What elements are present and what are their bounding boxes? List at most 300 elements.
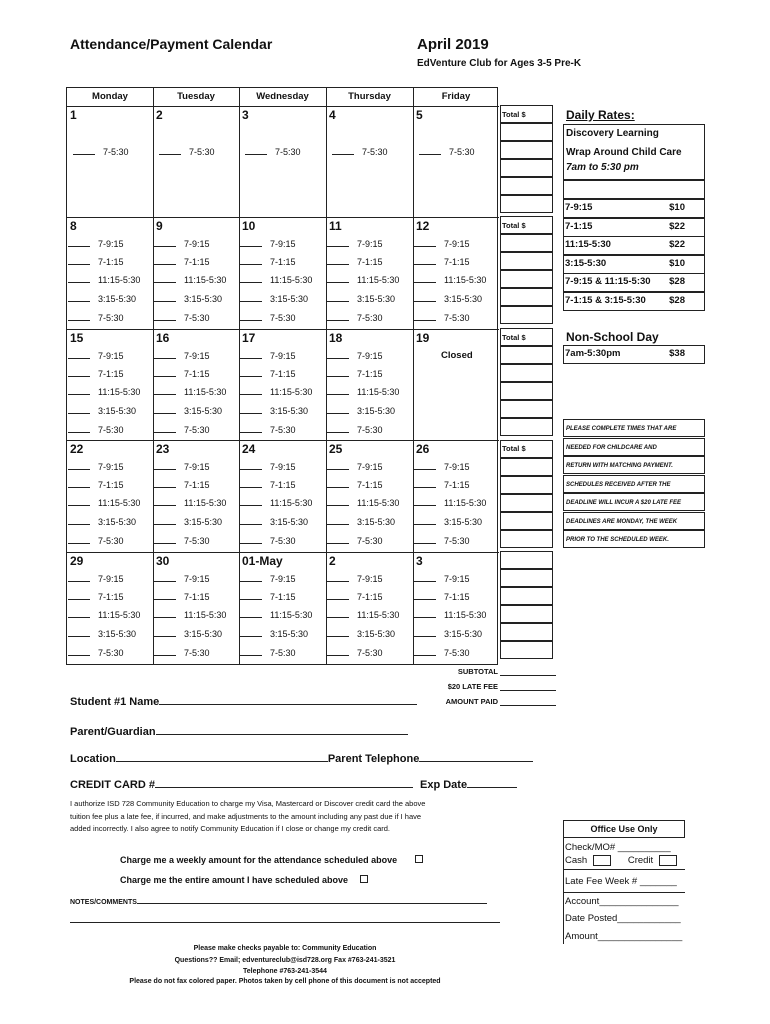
time-slot[interactable] bbox=[68, 293, 136, 304]
time-slot-blank[interactable] bbox=[154, 274, 176, 283]
time-slot-blank[interactable] bbox=[419, 146, 441, 155]
time-slot-blank[interactable] bbox=[154, 293, 176, 302]
time-slot-blank[interactable] bbox=[414, 274, 436, 283]
time-slot-label: 11:15-5:30 bbox=[270, 498, 313, 508]
day-number: 29 bbox=[70, 554, 84, 568]
time-slot-blank[interactable] bbox=[414, 238, 436, 247]
time-slot-blank[interactable] bbox=[414, 516, 436, 525]
time-slot-label: 3:15-5:30 bbox=[184, 406, 223, 416]
time-slot-label: 7-1:15 bbox=[184, 592, 210, 602]
time-slot-blank[interactable] bbox=[240, 461, 262, 470]
time-slot[interactable] bbox=[154, 535, 210, 546]
time-slot[interactable] bbox=[414, 535, 470, 546]
time-slot[interactable] bbox=[68, 461, 124, 472]
time-slot[interactable] bbox=[68, 386, 140, 397]
time-slot-blank[interactable] bbox=[414, 535, 436, 544]
time-slot-blank[interactable] bbox=[154, 628, 176, 637]
time-slot-blank[interactable] bbox=[68, 368, 90, 377]
total-field[interactable] bbox=[500, 234, 553, 252]
day-number: 15 bbox=[70, 331, 84, 345]
week-divider bbox=[67, 552, 499, 553]
day-number: 26 bbox=[416, 442, 430, 456]
time-slot-blank[interactable] bbox=[327, 591, 349, 600]
time-slot[interactable] bbox=[154, 256, 210, 267]
time-slot[interactable] bbox=[414, 647, 470, 658]
time-slot-blank[interactable] bbox=[327, 497, 349, 506]
time-slot-label: 11:15-5:30 bbox=[98, 275, 141, 285]
time-slot[interactable] bbox=[327, 312, 383, 323]
time-slot[interactable] bbox=[68, 479, 124, 490]
time-slot-blank[interactable] bbox=[327, 293, 349, 302]
time-slot-blank[interactable] bbox=[68, 256, 90, 265]
parent-phone-label: Parent Telephone bbox=[327, 753, 420, 765]
time-slot-blank[interactable] bbox=[68, 628, 90, 637]
time-slot-blank[interactable] bbox=[414, 479, 436, 488]
total-field[interactable] bbox=[500, 141, 553, 159]
time-slot-label: 7-9:15 bbox=[270, 574, 296, 584]
time-slot[interactable] bbox=[154, 609, 226, 620]
time-slot[interactable] bbox=[240, 350, 296, 361]
time-slot-label: 3:15-5:30 bbox=[357, 517, 396, 527]
time-slot[interactable] bbox=[414, 293, 482, 304]
time-slot-blank[interactable] bbox=[240, 609, 262, 618]
time-slot-blank[interactable] bbox=[68, 591, 90, 600]
total-field[interactable] bbox=[500, 123, 553, 141]
exp-date-label: Exp Date bbox=[420, 779, 468, 791]
time-slot-blank[interactable] bbox=[414, 312, 436, 321]
time-slot-blank[interactable] bbox=[414, 609, 436, 618]
footer-line-2: Questions?? Email; edventureclub@isd728.org Fax #763-241-3521 bbox=[174, 957, 396, 964]
time-slot-blank[interactable] bbox=[414, 591, 436, 600]
time-slot-blank[interactable] bbox=[154, 386, 176, 395]
student-name-field[interactable] bbox=[159, 694, 417, 705]
time-slot-blank[interactable] bbox=[68, 312, 90, 321]
time-slot-label: 3:15-5:30 bbox=[270, 294, 309, 304]
time-slot[interactable] bbox=[327, 591, 383, 602]
cash-checkbox[interactable] bbox=[593, 855, 611, 866]
time-slot[interactable] bbox=[68, 368, 124, 379]
time-slot[interactable] bbox=[414, 274, 486, 285]
time-slot-label: 3:15-5:30 bbox=[98, 517, 137, 527]
time-slot[interactable] bbox=[327, 573, 383, 584]
time-slot[interactable] bbox=[68, 591, 124, 602]
time-slot-label: 7-9:15 bbox=[357, 462, 383, 472]
time-slot[interactable] bbox=[240, 274, 312, 285]
time-slot-blank[interactable] bbox=[68, 293, 90, 302]
time-slot[interactable] bbox=[154, 274, 226, 285]
time-slot-blank[interactable] bbox=[332, 146, 354, 155]
time-slot[interactable] bbox=[154, 573, 210, 584]
time-slot-blank[interactable] bbox=[68, 461, 90, 470]
time-slot-blank[interactable] bbox=[68, 535, 90, 544]
day-number: 22 bbox=[70, 442, 84, 456]
time-slot[interactable] bbox=[240, 573, 296, 584]
time-slot-blank[interactable] bbox=[240, 368, 262, 377]
time-slot[interactable] bbox=[419, 146, 475, 157]
time-slot-blank[interactable] bbox=[240, 386, 262, 395]
time-slot-blank[interactable] bbox=[245, 146, 267, 155]
time-slot-blank[interactable] bbox=[154, 256, 176, 265]
time-slot-blank[interactable] bbox=[73, 146, 95, 155]
time-slot-label: 7-1:15 bbox=[98, 592, 124, 602]
time-slot-blank[interactable] bbox=[240, 256, 262, 265]
time-slot-blank[interactable] bbox=[68, 479, 90, 488]
total-field[interactable] bbox=[500, 587, 553, 605]
time-slot-blank[interactable] bbox=[414, 647, 436, 656]
parent-row bbox=[70, 724, 408, 738]
notes-field[interactable] bbox=[137, 897, 487, 904]
time-slot-blank[interactable] bbox=[68, 386, 90, 395]
total-field[interactable] bbox=[500, 569, 553, 587]
time-slot[interactable] bbox=[240, 386, 312, 397]
time-slot[interactable] bbox=[414, 256, 470, 267]
time-slot[interactable] bbox=[240, 609, 312, 620]
time-slot-label: 7-1:15 bbox=[270, 592, 296, 602]
time-slot-blank[interactable] bbox=[327, 461, 349, 470]
time-slot[interactable] bbox=[68, 312, 124, 323]
time-slot-blank[interactable] bbox=[414, 256, 436, 265]
parent-field[interactable] bbox=[156, 724, 408, 735]
time-slot-blank[interactable] bbox=[240, 497, 262, 506]
time-slot[interactable] bbox=[73, 146, 129, 157]
time-slot[interactable] bbox=[240, 516, 308, 527]
time-slot-blank[interactable] bbox=[154, 479, 176, 488]
time-slot[interactable] bbox=[414, 461, 470, 472]
total-field[interactable] bbox=[500, 270, 553, 288]
total-field[interactable] bbox=[500, 530, 553, 548]
time-slot-blank[interactable] bbox=[154, 405, 176, 414]
time-slot[interactable] bbox=[68, 424, 124, 435]
time-slot[interactable] bbox=[240, 628, 308, 639]
notes-field-line-2[interactable] bbox=[70, 922, 500, 923]
time-slot-blank[interactable] bbox=[154, 238, 176, 247]
time-slot[interactable] bbox=[68, 256, 124, 267]
time-slot[interactable] bbox=[159, 146, 215, 157]
time-slot-label: 7-9:15 bbox=[444, 462, 470, 472]
time-slot-blank[interactable] bbox=[327, 368, 349, 377]
time-slot-blank[interactable] bbox=[68, 274, 90, 283]
time-slot-label: 7-1:15 bbox=[270, 369, 296, 379]
time-slot[interactable] bbox=[68, 497, 140, 508]
time-slot-blank[interactable] bbox=[327, 424, 349, 433]
time-slot[interactable] bbox=[68, 405, 136, 416]
time-slot-blank[interactable] bbox=[414, 293, 436, 302]
time-slot-blank[interactable] bbox=[240, 350, 262, 359]
time-slot[interactable] bbox=[68, 516, 136, 527]
total-field[interactable] bbox=[500, 195, 553, 213]
time-slot[interactable] bbox=[154, 238, 210, 249]
time-slot-label: 3:15-5:30 bbox=[357, 629, 396, 639]
credit-card-field[interactable] bbox=[155, 777, 413, 788]
time-slot[interactable] bbox=[327, 535, 383, 546]
time-slot-blank[interactable] bbox=[327, 535, 349, 544]
time-slot-blank[interactable] bbox=[240, 573, 262, 582]
time-slot[interactable] bbox=[327, 238, 383, 249]
time-slot[interactable] bbox=[240, 312, 296, 323]
time-slot[interactable] bbox=[327, 350, 383, 361]
time-slot[interactable] bbox=[327, 386, 399, 397]
time-slot-label: 7-9:15 bbox=[270, 239, 296, 249]
time-slot-blank[interactable] bbox=[154, 647, 176, 656]
time-slot[interactable] bbox=[327, 516, 395, 527]
time-slot[interactable] bbox=[240, 368, 296, 379]
subtotal-field[interactable] bbox=[500, 675, 556, 676]
time-slot[interactable] bbox=[154, 628, 222, 639]
time-slot[interactable] bbox=[240, 238, 296, 249]
time-slot[interactable] bbox=[240, 256, 296, 267]
time-slot-label: 7-5:30 bbox=[98, 313, 124, 323]
total-field[interactable] bbox=[500, 159, 553, 177]
time-slot-blank[interactable] bbox=[327, 274, 349, 283]
total-field[interactable] bbox=[500, 400, 553, 418]
time-slot[interactable] bbox=[68, 350, 124, 361]
parent-phone-field[interactable] bbox=[419, 751, 533, 762]
time-slot-blank[interactable] bbox=[240, 238, 262, 247]
time-slot-blank[interactable] bbox=[240, 535, 262, 544]
time-slot-label: 7-1:15 bbox=[184, 480, 210, 490]
time-slot-label: 7-9:15 bbox=[98, 351, 124, 361]
charge-weekly-checkbox[interactable] bbox=[415, 855, 423, 863]
time-slot-blank[interactable] bbox=[240, 647, 262, 656]
late-fee-field[interactable] bbox=[500, 690, 556, 691]
time-slot-blank[interactable] bbox=[68, 647, 90, 656]
time-slot[interactable] bbox=[414, 628, 482, 639]
total-field[interactable] bbox=[500, 641, 553, 659]
total-field[interactable] bbox=[500, 177, 553, 195]
time-slot-blank[interactable] bbox=[414, 461, 436, 470]
total-field[interactable] bbox=[500, 551, 553, 569]
total-field[interactable] bbox=[500, 364, 553, 382]
total-field[interactable] bbox=[500, 216, 553, 234]
time-slot[interactable] bbox=[414, 609, 486, 620]
time-slot-blank[interactable] bbox=[154, 591, 176, 600]
time-slot[interactable] bbox=[154, 497, 226, 508]
time-slot-blank[interactable] bbox=[240, 628, 262, 637]
time-slot[interactable] bbox=[240, 405, 308, 416]
time-slot[interactable] bbox=[327, 497, 399, 508]
time-slot-blank[interactable] bbox=[154, 497, 176, 506]
time-slot[interactable] bbox=[414, 573, 470, 584]
time-slot-blank[interactable] bbox=[68, 350, 90, 359]
time-slot[interactable] bbox=[68, 647, 124, 658]
time-slot[interactable] bbox=[68, 274, 140, 285]
amount-paid-field[interactable] bbox=[500, 705, 556, 706]
time-slot[interactable] bbox=[240, 424, 296, 435]
page-title: Attendance/Payment Calendar bbox=[70, 36, 273, 52]
time-slot[interactable] bbox=[154, 293, 222, 304]
time-slot-label: 3:15-5:30 bbox=[184, 294, 223, 304]
time-slot[interactable] bbox=[154, 424, 210, 435]
time-slot-blank[interactable] bbox=[240, 405, 262, 414]
office-amount: Amount________________ bbox=[565, 931, 683, 942]
rates-line-3: 7am to 5:30 pm bbox=[566, 162, 639, 173]
time-slot-blank[interactable] bbox=[327, 628, 349, 637]
week-divider bbox=[67, 440, 499, 441]
time-slot[interactable] bbox=[154, 405, 222, 416]
time-slot-blank[interactable] bbox=[327, 647, 349, 656]
time-slot-blank[interactable] bbox=[68, 424, 90, 433]
total-field[interactable] bbox=[500, 382, 553, 400]
time-slot[interactable] bbox=[327, 293, 395, 304]
time-slot[interactable] bbox=[332, 146, 388, 157]
total-label: Total $ bbox=[502, 444, 526, 453]
time-slot-blank[interactable] bbox=[68, 497, 90, 506]
student-name-row bbox=[70, 694, 417, 708]
time-slot-label: 7-5:30 bbox=[357, 536, 383, 546]
total-field[interactable] bbox=[500, 605, 553, 623]
time-slot-label: 3:15-5:30 bbox=[98, 406, 137, 416]
time-slot-blank[interactable] bbox=[68, 609, 90, 618]
day-number: 9 bbox=[156, 219, 163, 233]
day-number: 23 bbox=[156, 442, 170, 456]
time-slot-blank[interactable] bbox=[414, 628, 436, 637]
time-slot[interactable] bbox=[414, 516, 482, 527]
time-slot[interactable] bbox=[240, 479, 296, 490]
day-number: 01-May bbox=[242, 554, 283, 568]
total-field[interactable] bbox=[500, 328, 553, 346]
time-slot-blank[interactable] bbox=[327, 386, 349, 395]
time-slot-blank[interactable] bbox=[159, 146, 181, 155]
time-slot[interactable] bbox=[154, 350, 210, 361]
total-field[interactable] bbox=[500, 623, 553, 641]
cash-label: Cash bbox=[565, 855, 588, 867]
time-slot-blank[interactable] bbox=[240, 312, 262, 321]
time-slot[interactable] bbox=[327, 368, 383, 379]
time-slot-blank[interactable] bbox=[68, 238, 90, 247]
time-slot-blank[interactable] bbox=[240, 479, 262, 488]
time-slot-blank[interactable] bbox=[327, 256, 349, 265]
total-field[interactable] bbox=[500, 440, 553, 458]
time-slot-blank[interactable] bbox=[154, 350, 176, 359]
calendar-grid bbox=[66, 87, 498, 665]
location-field[interactable] bbox=[116, 751, 328, 762]
total-field[interactable] bbox=[500, 418, 553, 436]
time-slot-blank[interactable] bbox=[327, 350, 349, 359]
exp-date-row bbox=[420, 777, 517, 791]
time-slot[interactable] bbox=[414, 591, 470, 602]
footer-line-3: Telephone #763-241-3544 bbox=[243, 968, 327, 975]
time-slot-blank[interactable] bbox=[240, 424, 262, 433]
time-slot-blank[interactable] bbox=[240, 591, 262, 600]
time-slot[interactable] bbox=[245, 146, 301, 157]
time-slot[interactable] bbox=[68, 609, 140, 620]
time-slot[interactable] bbox=[327, 461, 383, 472]
time-slot[interactable] bbox=[154, 461, 210, 472]
time-slot[interactable] bbox=[154, 516, 222, 527]
weekday-header: Thursday bbox=[348, 91, 391, 102]
time-slot[interactable] bbox=[327, 609, 399, 620]
time-slot-blank[interactable] bbox=[154, 573, 176, 582]
time-slot[interactable] bbox=[327, 424, 383, 435]
time-slot-blank[interactable] bbox=[68, 516, 90, 525]
time-slot-blank[interactable] bbox=[240, 274, 262, 283]
time-slot-label: 7-5:30 bbox=[103, 147, 129, 157]
total-field[interactable] bbox=[500, 288, 553, 306]
time-slot-blank[interactable] bbox=[327, 479, 349, 488]
time-slot-blank[interactable] bbox=[154, 516, 176, 525]
day-number: 3 bbox=[242, 108, 249, 122]
time-slot-blank[interactable] bbox=[154, 312, 176, 321]
time-slot[interactable] bbox=[68, 535, 124, 546]
time-slot-blank[interactable] bbox=[154, 609, 176, 618]
charge-entire-checkbox[interactable] bbox=[360, 875, 368, 883]
total-field[interactable] bbox=[500, 252, 553, 270]
total-field[interactable] bbox=[500, 476, 553, 494]
time-slot-blank[interactable] bbox=[240, 293, 262, 302]
time-slot[interactable] bbox=[327, 274, 399, 285]
time-slot[interactable] bbox=[414, 479, 470, 490]
total-field[interactable] bbox=[500, 306, 553, 324]
time-slot-label: 7-5:30 bbox=[275, 147, 301, 157]
time-slot[interactable] bbox=[327, 405, 395, 416]
time-slot[interactable] bbox=[327, 628, 395, 639]
time-slot[interactable] bbox=[154, 647, 210, 658]
time-slot-blank[interactable] bbox=[68, 573, 90, 582]
time-slot-blank[interactable] bbox=[240, 516, 262, 525]
time-slot-label: 7-5:30 bbox=[184, 536, 210, 546]
time-slot-blank[interactable] bbox=[327, 609, 349, 618]
time-slot[interactable] bbox=[68, 573, 124, 584]
total-field[interactable] bbox=[500, 346, 553, 364]
exp-date-field[interactable] bbox=[467, 777, 517, 788]
time-slot-label: 11:15-5:30 bbox=[98, 498, 141, 508]
day-number: 24 bbox=[242, 442, 256, 456]
time-slot[interactable] bbox=[414, 497, 486, 508]
time-slot[interactable] bbox=[154, 368, 210, 379]
total-field[interactable] bbox=[500, 494, 553, 512]
time-slot[interactable] bbox=[68, 628, 136, 639]
time-slot-blank[interactable] bbox=[327, 405, 349, 414]
time-slot-blank[interactable] bbox=[327, 516, 349, 525]
subtotal-label: SUBTOTAL bbox=[457, 667, 498, 676]
time-slot[interactable] bbox=[414, 312, 470, 323]
time-slot[interactable] bbox=[327, 256, 383, 267]
week-divider bbox=[67, 217, 499, 218]
time-slot-blank[interactable] bbox=[327, 238, 349, 247]
time-slot-blank[interactable] bbox=[414, 573, 436, 582]
time-slot[interactable] bbox=[414, 238, 470, 249]
time-slot[interactable] bbox=[240, 647, 296, 658]
time-slot-blank[interactable] bbox=[414, 497, 436, 506]
time-slot-blank[interactable] bbox=[327, 573, 349, 582]
day-number: 4 bbox=[329, 108, 336, 122]
time-slot-blank[interactable] bbox=[154, 461, 176, 470]
time-slot[interactable] bbox=[154, 591, 210, 602]
authorization-line: added incorrectly. I also agree to notify Community Education if I close or change my credit card. bbox=[70, 824, 391, 833]
day-number: 2 bbox=[156, 108, 163, 122]
time-slot[interactable] bbox=[240, 535, 296, 546]
time-slot[interactable] bbox=[240, 293, 308, 304]
time-slot[interactable] bbox=[240, 461, 296, 472]
credit-checkbox[interactable] bbox=[659, 855, 677, 866]
time-slot[interactable] bbox=[240, 497, 312, 508]
time-slot-blank[interactable] bbox=[154, 424, 176, 433]
time-slot-blank[interactable] bbox=[68, 405, 90, 414]
time-slot[interactable] bbox=[154, 386, 226, 397]
time-slot[interactable] bbox=[154, 479, 210, 490]
time-slot[interactable] bbox=[327, 647, 383, 658]
time-slot-blank[interactable] bbox=[327, 312, 349, 321]
total-field[interactable] bbox=[500, 105, 553, 123]
time-slot[interactable] bbox=[154, 312, 210, 323]
time-slot-blank[interactable] bbox=[154, 535, 176, 544]
total-field[interactable] bbox=[500, 512, 553, 530]
time-slot-blank[interactable] bbox=[154, 368, 176, 377]
time-slot[interactable] bbox=[327, 479, 383, 490]
time-slot[interactable] bbox=[68, 238, 124, 249]
time-slot[interactable] bbox=[240, 591, 296, 602]
total-field[interactable] bbox=[500, 458, 553, 476]
